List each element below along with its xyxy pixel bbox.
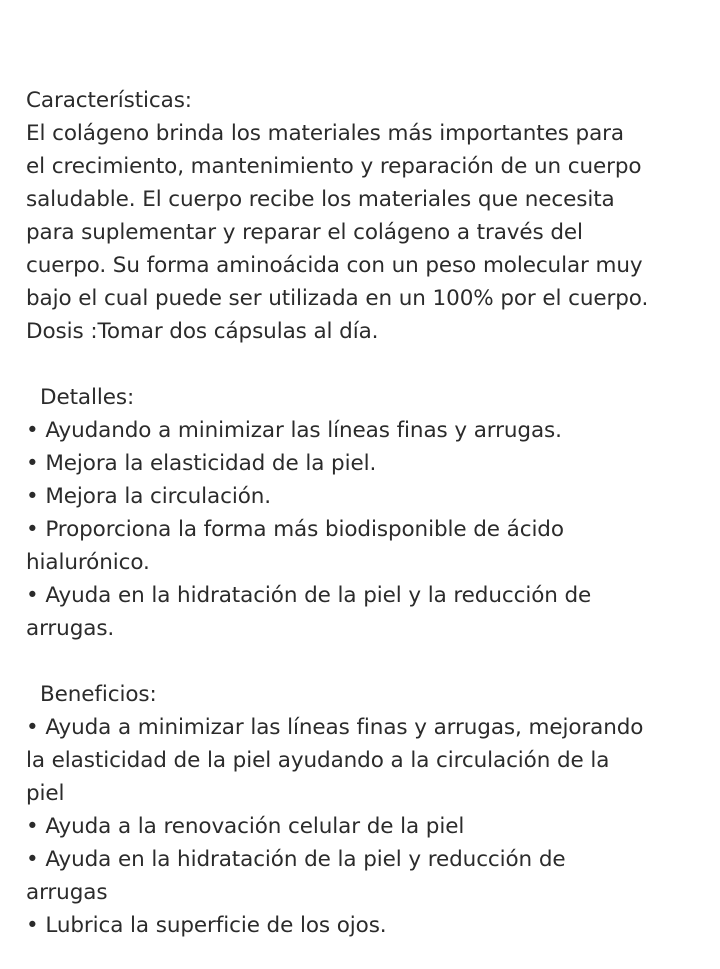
product-description: [26, 84, 696, 942]
paragraph-line: para suplementar y reparar el colágeno a través del: [26, 220, 583, 245]
bullet-item-continuation: arrugas: [26, 880, 108, 905]
paragraph-line: el crecimiento, mantenimiento y reparación de un cuerpo: [26, 154, 642, 179]
spacer: [26, 348, 696, 381]
bullet-item: • Mejora la elasticidad de la piel.: [26, 451, 377, 476]
bullet-item: • Lubrica la superficie de los ojos.: [26, 913, 387, 938]
bullet-item: • Proporciona la forma más biodisponible de ácido: [26, 517, 564, 542]
beneficios-section: [26, 678, 696, 942]
bullet-item-continuation: arrugas.: [26, 616, 115, 641]
bullet-item-continuation: piel: [26, 781, 65, 806]
caracteristicas-section: [26, 84, 696, 348]
paragraph-line: saludable. El cuerpo recibe los materiales que necesita: [26, 187, 615, 212]
bullet-item: • Ayudando a minimizar las líneas finas y arrugas.: [26, 418, 562, 443]
bullet-item: • Ayuda a la renovación celular de la piel: [26, 814, 465, 839]
bullet-item: • Ayuda en la hidratación de la piel y reducción de: [26, 847, 566, 872]
spacer: [26, 645, 696, 678]
bullet-item-continuation: hialurónico.: [26, 550, 150, 575]
caracteristicas-heading: Características:: [26, 88, 192, 113]
bullet-item-continuation: la elasticidad de la piel ayudando a la circulación de la: [26, 748, 610, 773]
bullet-item: • Mejora la circulación.: [26, 484, 272, 509]
bullet-item: • Ayuda a minimizar las líneas finas y arrugas, mejorando: [26, 715, 644, 740]
paragraph-line: bajo el cual puede ser utilizada en un 100% por el cuerpo.: [26, 286, 649, 311]
paragraph-line: El colágeno brinda los materiales más importantes para: [26, 121, 624, 146]
bullet-item: • Ayuda en la hidratación de la piel y la reducción de: [26, 583, 592, 608]
beneficios-heading: Beneficios:: [40, 682, 157, 707]
detalles-section: [26, 381, 696, 645]
dosage-line: Dosis :Tomar dos cápsulas al día.: [26, 319, 379, 344]
detalles-heading: Detalles:: [40, 385, 135, 410]
paragraph-line: cuerpo. Su forma aminoácida con un peso molecular muy: [26, 253, 643, 278]
